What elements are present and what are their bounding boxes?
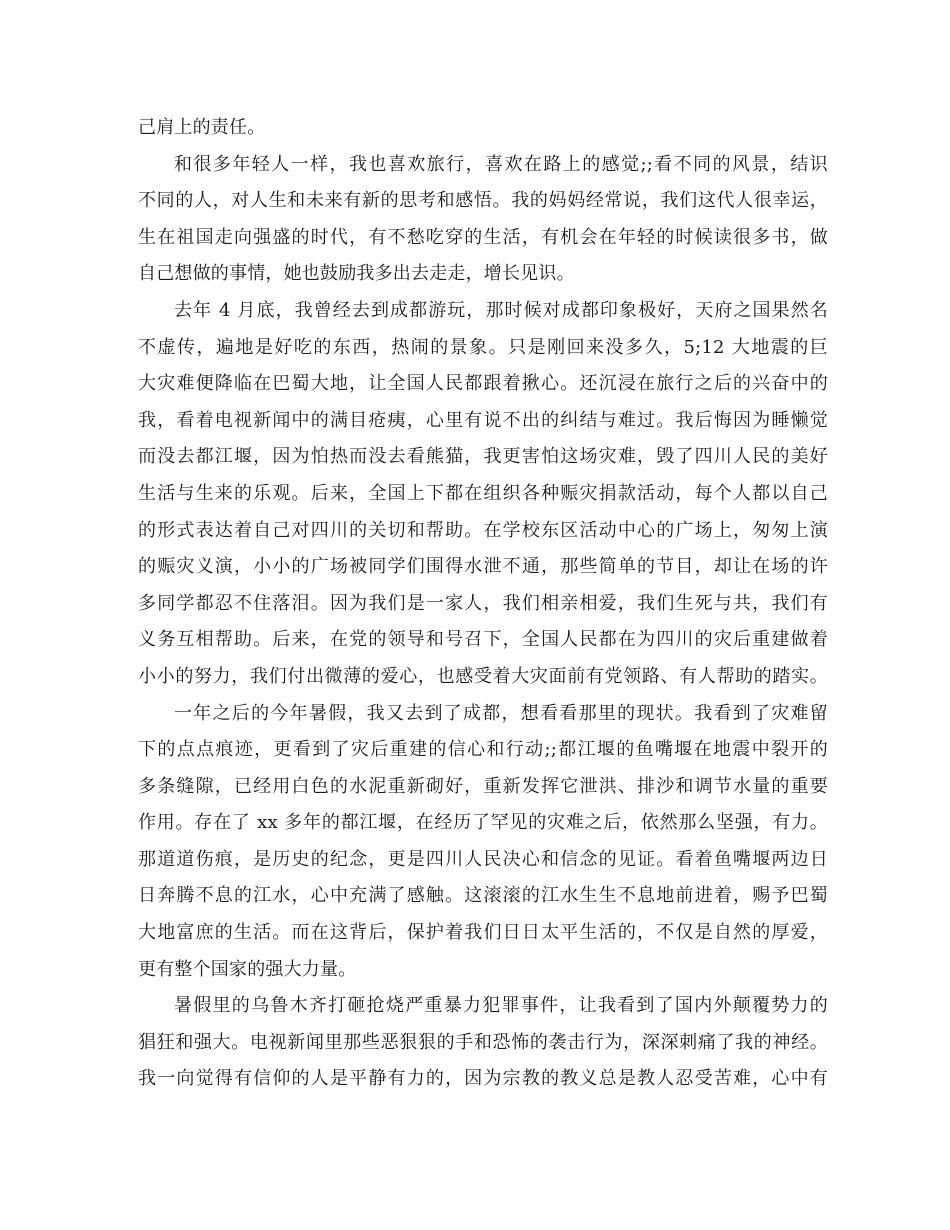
text-line: 大地富庶的生活。而在这背后，保护着我们日日太平生活的，不仅是自然的厚爱， [138,922,828,944]
text-line: 猖狂和强大。电视新闻里那些恶狠狠的手和恐怖的袭击行为，深深刺痛了我的神经。 [138,1031,828,1053]
text-line: 作用。存在了 xx 多年的都江堰，在经历了罕见的灾难之后，依然那么坚强，有力。 [138,812,828,834]
text-line: 多条缝隙，已经用白色的水泥重新砌好，重新发挥它泄洪、排沙和调节水量的重要 [138,775,828,797]
text-line: 那道道伤痕，是历史的纪念，更是四川人民决心和信念的见证。看着鱼嘴堰两边日 [138,848,828,870]
text-line: 不虚传，遍地是好吃的东西，热闹的景象。只是刚回来没多久，5;12 大地震的巨 [138,336,828,358]
text-line: 的形式表达着自己对四川的关切和帮助。在学校东区活动中心的广场上，匆匆上演 [138,519,828,541]
text-line: 多同学都忍不住落泪。因为我们是一家人，我们相亲相爱，我们生死与共，我们有 [138,592,828,614]
text-line: 一年之后的今年暑假，我又去到了成都，想看看那里的现状。我看到了灾难留 [174,702,828,724]
text-line: 去年 4 月底，我曾经去到成都游玩，那时候对成都印象极好，天府之国果然名 [174,299,828,321]
text-line: 生活与生来的乐观。后来，全国上下都在组织各种赈灾捐款活动，每个人都以自己 [138,482,828,504]
text-line: 义务互相帮助。后来，在党的领导和号召下，全国人民都在为四川的灾后重建做着 [138,629,828,651]
text-line: 更有整个国家的强大力量。 [138,958,357,980]
text-line: 暑假里的乌鲁木齐打砸抢烧严重暴力犯罪事件，让我看到了国内外颠覆势力的 [174,995,828,1017]
text-line: 我一向觉得有信仰的人是平静有力的，因为宗教的教义总是教人忍受苦难，心中有 [138,1068,828,1090]
text-line: 不同的人，对人生和未来有新的思考和感悟。我的妈妈经常说，我们这代人很幸运， [138,190,828,212]
text-line: 的赈灾义演，小小的广场被同学们围得水泄不通，那些简单的节目，却让在场的许 [138,556,828,578]
text-line: 日奔腾不息的江水，心中充满了感触。这滚滚的江水生生不息地前进着，赐予巴蜀 [138,885,828,907]
text-line: 生在祖国走向强盛的时代，有不愁吃穿的生活，有机会在年轻的时候读很多书，做 [138,226,828,248]
text-line: 大灾难便降临在巴蜀大地，让全国人民都跟着揪心。还沉浸在旅行之后的兴奋中的 [138,373,828,395]
text-line: 己肩上的责任。 [138,117,266,138]
text-line: 下的点点痕迹，更看到了灾后重建的信心和行动;;都江堰的鱼嘴堰在地震中裂开的 [138,739,828,761]
text-line: 和很多年轻人一样，我也喜欢旅行，喜欢在路上的感觉;;看不同的风景，结识 [174,153,828,175]
text-line: 自己想做的事情，她也鼓励我多出去走走，增长见识。 [138,263,575,285]
text-line: 而没去都江堰，因为怕热而没去看熊猫，我更害怕这场灾难，毁了四川人民的美好 [138,446,828,468]
document-body [138,110,828,1098]
text-line: 小小的努力，我们付出微薄的爱心，也感受着大灾面前有党领路、有人帮助的踏实。 [138,665,828,687]
text-line: 我，看着电视新闻中的满目疮痍，心里有说不出的纠结与难过。我后悔因为睡懒觉 [138,409,828,431]
